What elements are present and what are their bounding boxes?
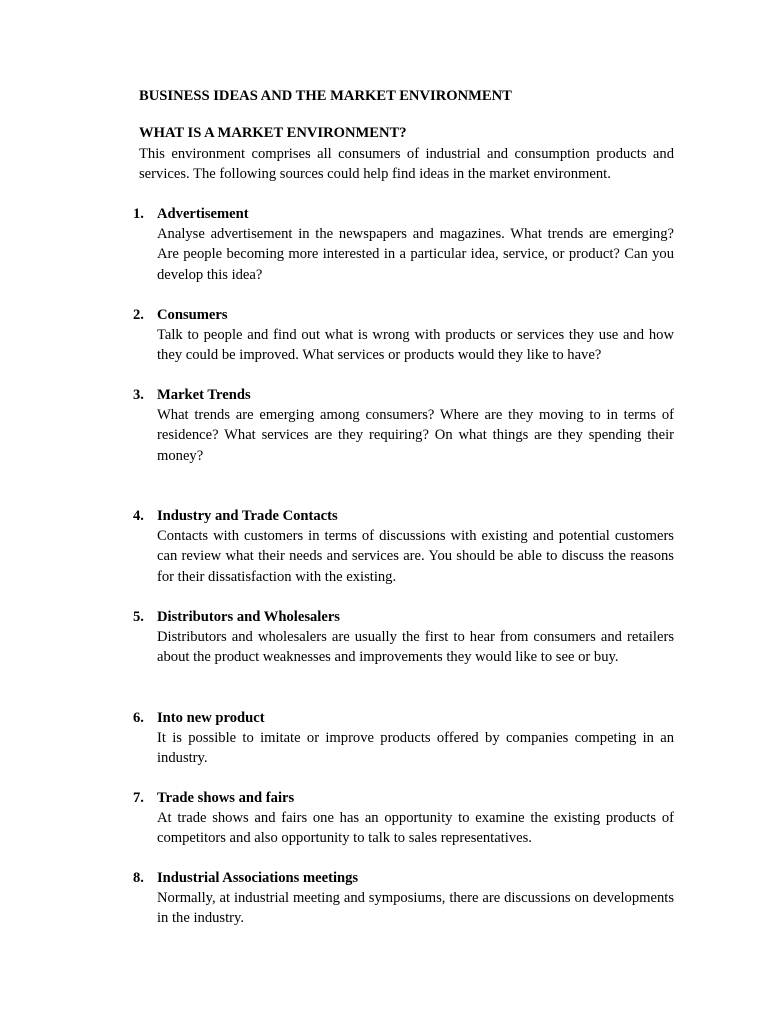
list-item-number: 7.	[133, 790, 144, 806]
list-item-title: Market Trends	[157, 387, 251, 403]
list-item-new-product	[133, 708, 674, 769]
list-item-body: It is possible to imitate or improve products offered by companies competing in an industry.	[157, 730, 674, 767]
list-item-body: What trends are emerging among consumers? Where are they moving to in terms of residence? What services are they requiring? On what things are they spending their money?	[157, 407, 674, 464]
list-item-title: Industry and Trade Contacts	[157, 508, 338, 524]
list-item-body: Analyse advertisement in the newspapers and magazines. What trends are emerging? Are people becoming more interested in a particular idea, service, or product? Can you develop this idea?	[157, 226, 674, 283]
list-item-title: Distributors and Wholesalers	[157, 609, 340, 625]
list-item-number: 5.	[133, 609, 144, 625]
list-item-title: Into new product	[157, 710, 265, 726]
list-item-number: 8.	[133, 870, 144, 886]
list-item-number: 3.	[133, 387, 144, 403]
list-item-number: 1.	[133, 206, 144, 222]
section-heading: WHAT IS A MARKET ENVIRONMENT?	[139, 125, 407, 141]
list-item-body: Normally, at industrial meeting and symposiums, there are discussions on developments in the industry.	[157, 890, 674, 927]
list-item-market-trends	[133, 385, 674, 466]
list-item-distributors-wholesalers	[133, 607, 674, 668]
list-item-number: 2.	[133, 307, 144, 323]
list-item-advertisement	[133, 204, 674, 285]
list-item-consumers	[133, 305, 674, 366]
list-item-title: Consumers	[157, 307, 228, 323]
document-title: BUSINESS IDEAS AND THE MARKET ENVIRONMENT	[139, 88, 512, 104]
list-item-number: 4.	[133, 508, 144, 524]
list-item-title: Advertisement	[157, 206, 249, 222]
intro-paragraph: This environment comprises all consumers of industrial and consumption products and services. The following sources could help find ideas in the market environment.	[139, 146, 674, 183]
list-item-body: Distributors and wholesalers are usually the first to hear from consumers and retailers about the product weaknesses and improvements they would like to see or buy.	[157, 629, 674, 666]
list-item-title: Trade shows and fairs	[157, 790, 295, 806]
list-item-number: 6.	[133, 710, 144, 726]
list-item-body: Contacts with customers in terms of discussions with existing and potential customers can review what their needs and services are. You should be able to discuss the reasons for their dissatisfaction with the existing.	[157, 528, 674, 585]
list-item-body: Talk to people and find out what is wrong with products or services they use and how they could be improved. What services or products would they like to have?	[157, 327, 674, 364]
list-item-trade-shows	[133, 788, 674, 849]
list-item-body: At trade shows and fairs one has an opportunity to examine the existing products of competitors and also opportunity to talk to sales representatives.	[157, 810, 674, 847]
list-item-industrial-associations	[133, 868, 674, 929]
list-item-industry-trade-contacts	[133, 506, 674, 587]
list-item-title: Industrial Associations meetings	[157, 870, 359, 886]
